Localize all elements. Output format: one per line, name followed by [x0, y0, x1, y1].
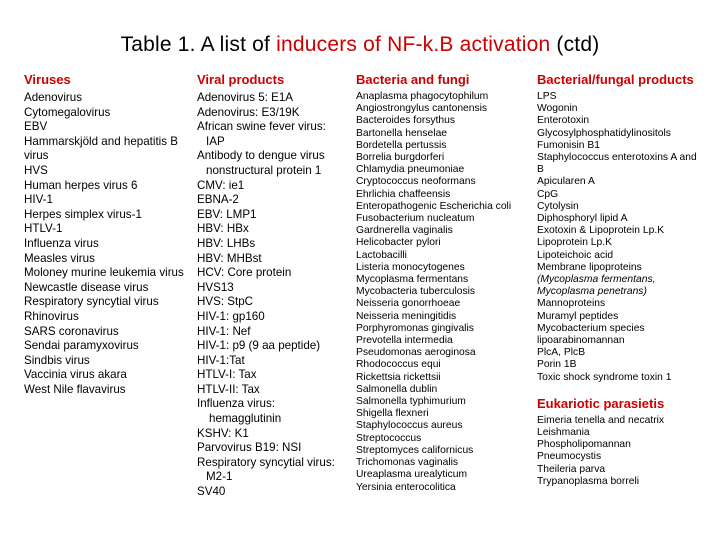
bacteria-fungi-column [356, 72, 511, 494]
list-item: West Nile flavavirus [24, 382, 126, 396]
list-item: Pseudomonas aeroginosa [356, 347, 476, 359]
viruses-header: Viruses [24, 72, 71, 87]
list-item: Mycoplasma fermentans [356, 274, 469, 286]
list-item: HCV: Core protein [197, 266, 292, 280]
list-item: Chlamydia pneumoniae [356, 164, 465, 176]
list-item: B [537, 164, 544, 176]
list-item: HBV: HBx [197, 222, 249, 236]
title-prefix: Table 1. A list of [120, 33, 277, 56]
list-item: Yersinia enterocolitica [356, 481, 456, 493]
bacterial-fungal-products-column [537, 72, 697, 488]
bacterial-fungal-products-header: Bacterial/fungal products [537, 72, 694, 87]
list-item: Streptomyces californicus [356, 444, 474, 456]
list-item: Cryptococcus neoformans [356, 176, 476, 188]
list-item: Herpes simplex virus-1 [24, 207, 142, 221]
list-item: Theileria parva [537, 463, 606, 475]
list-item: Neisseria meningitidis [356, 310, 457, 322]
list-item: HIV-1:Tat [197, 353, 245, 367]
list-item: Muramyl peptides [537, 310, 619, 322]
list-item: Helicobacter pylori [356, 237, 441, 249]
list-item: Human herpes virus 6 [24, 178, 138, 192]
list-item: SARS coronavirus [24, 324, 119, 338]
list-item: Respiratory syncytial virus [24, 295, 159, 309]
list-item: Shigella flexneri [356, 408, 429, 420]
list-item: Mycobacteria tuberculosis [356, 286, 476, 298]
list-item: Bartonella henselae [356, 127, 448, 139]
list-item: HVS [24, 163, 48, 177]
list-item: M2-1 [206, 470, 233, 484]
list-item: HBV: LHBs [197, 236, 256, 250]
list-item: Lipoteichoic acid [537, 249, 614, 261]
list-item: Mannoproteins [537, 298, 606, 310]
list-item: Measles virus [24, 251, 95, 265]
list-item: (Mycoplasma fermentans, [537, 274, 656, 286]
viral-products-column [197, 72, 335, 500]
list-item: Adenovirus 5: E1A [197, 91, 294, 104]
list-item: Hammarskjöld and hepatitis B [24, 134, 179, 148]
list-item: Enteropathogenic Escherichia coli [356, 200, 512, 212]
list-item: Borrelia burgdorferi [356, 152, 445, 164]
list-item: HVS: StpC [197, 295, 254, 309]
list-item: Parvovirus B19: NSI [197, 441, 302, 455]
list-item: Neisseria gonorrhoeae [356, 298, 461, 310]
list-item: Pneumocystis [537, 451, 602, 463]
viruses-column [24, 72, 184, 397]
list-item: EBNA-2 [197, 193, 239, 207]
list-item: Lipoprotein Lp.K [537, 237, 612, 249]
list-item: lipoarabinomannan [537, 335, 625, 347]
list-item: EBV: LMP1 [197, 207, 257, 221]
list-item: Rickettsia rickettsii [356, 371, 441, 383]
list-item: Salmonella typhimurium [356, 396, 466, 408]
list-item: Influenza virus [24, 236, 99, 250]
list-item: SV40 [197, 485, 226, 499]
list-item: HIV-1 [24, 193, 53, 207]
list-item: Fusobacterium nucleatum [356, 213, 475, 225]
list-item: EBV [24, 120, 48, 134]
eukaryotic-parasites-header: Eukariotic parasietis [537, 395, 665, 411]
list-item: Vaccinia virus akara [24, 368, 127, 382]
list-item: virus [24, 149, 49, 163]
list-item: Porin 1B [537, 359, 577, 371]
list-item: Antibody to dengue virus [197, 149, 325, 163]
list-item: Mycobacterium species [537, 322, 645, 334]
list-item: Prevotella intermedia [356, 335, 453, 347]
list-item: Exotoxin & Lipoprotein Lp.K [537, 225, 665, 237]
list-item: Apicularen A [537, 176, 595, 188]
list-item: HTLV-II: Tax [197, 382, 260, 396]
list-item: Mycoplasma penetrans) [537, 286, 647, 298]
list-item: Membrane lipoproteins [537, 261, 642, 273]
list-item: African swine fever virus: [197, 120, 326, 134]
bacteria-fungi-header: Bacteria and fungi [356, 72, 470, 87]
list-item: nonstructural protein 1 [206, 163, 322, 177]
list-item: IAP [206, 134, 225, 148]
list-item: HIV-1: p9 (9 aa peptide) [197, 339, 321, 353]
list-item: LPS [537, 91, 557, 102]
list-item: Diphosphoryl lipid A [537, 213, 628, 225]
list-item: Sendai paramyxovirus [24, 339, 139, 353]
list-item: HVS13 [197, 280, 234, 294]
list-item: Glycosylphosphatidylinositols [537, 127, 671, 139]
list-item: HIV-1: Nef [197, 324, 251, 338]
list-item: Phospholipomannan [537, 439, 631, 451]
title-suffix: (ctd) [550, 33, 600, 56]
list-item: hemagglutinin [209, 412, 282, 426]
list-item: CpG [537, 188, 559, 200]
list-item: Sindbis virus [24, 353, 90, 367]
list-item: Lactobacilli [356, 249, 407, 261]
list-item: Wogonin [537, 103, 578, 115]
list-item: PlcA, PlcB [537, 347, 586, 359]
list-item: HBV: MHBst [197, 251, 262, 265]
list-item: Cytolysin [537, 200, 579, 212]
viral-products-header: Viral products [197, 72, 285, 87]
list-item: Rhodococcus equi [356, 359, 441, 371]
list-item: Ureaplasma urealyticum [356, 469, 468, 481]
title-highlight: inducers of NF-k.B activation [276, 33, 551, 56]
list-item: Adenovirus: E3/19K [197, 105, 300, 119]
list-item: Bacteroides forsythus [356, 115, 456, 127]
list-item: Moloney murine leukemia virus [24, 266, 184, 280]
list-item: CMV: ie1 [197, 178, 245, 192]
list-item: Respiratory syncytial virus: [197, 455, 335, 469]
list-item: Toxic shock syndrome toxin 1 [537, 371, 672, 383]
list-item: Cytomegalovirus [24, 105, 111, 119]
list-item: KSHV: K1 [197, 426, 249, 440]
list-item: Angiostrongylus cantonensis [356, 103, 488, 115]
list-item: Influenza virus: [197, 397, 275, 411]
list-item: Rhinovirus [24, 309, 79, 323]
list-item: Ehrlichia chaffeensis [356, 188, 451, 200]
list-item: Fumonisin B1 [537, 139, 600, 151]
list-item: Adenovirus [24, 91, 83, 104]
list-item: Salmonella dublin [356, 383, 438, 395]
list-item: Newcastle disease virus [24, 280, 149, 294]
list-item: Eimeria tenella and necatrix [537, 414, 665, 426]
list-item: Leishmania [537, 427, 590, 439]
list-item: Trypanoplasma borreli [537, 475, 640, 487]
list-item: Staphylococcus aureus [356, 420, 463, 432]
list-item: Listeria monocytogenes [356, 261, 465, 273]
list-item: HTLV-1 [24, 222, 63, 236]
list-item: Anaplasma phagocytophilum [356, 91, 489, 102]
list-item: Bordetella pertussis [356, 139, 447, 151]
list-item: Porphyromonas gingivalis [356, 322, 474, 334]
list-item: Streptococcus [356, 432, 422, 444]
list-item: Enterotoxin [537, 115, 590, 127]
list-item: Trichomonas vaginalis [356, 457, 459, 469]
list-item: HTLV-I: Tax [197, 368, 257, 382]
list-item: Gardnerella vaginalis [356, 225, 453, 237]
page-title [0, 33, 720, 57]
list-item: Staphylococcus enterotoxins A and [537, 152, 697, 164]
list-item: HIV-1: gp160 [197, 309, 265, 323]
